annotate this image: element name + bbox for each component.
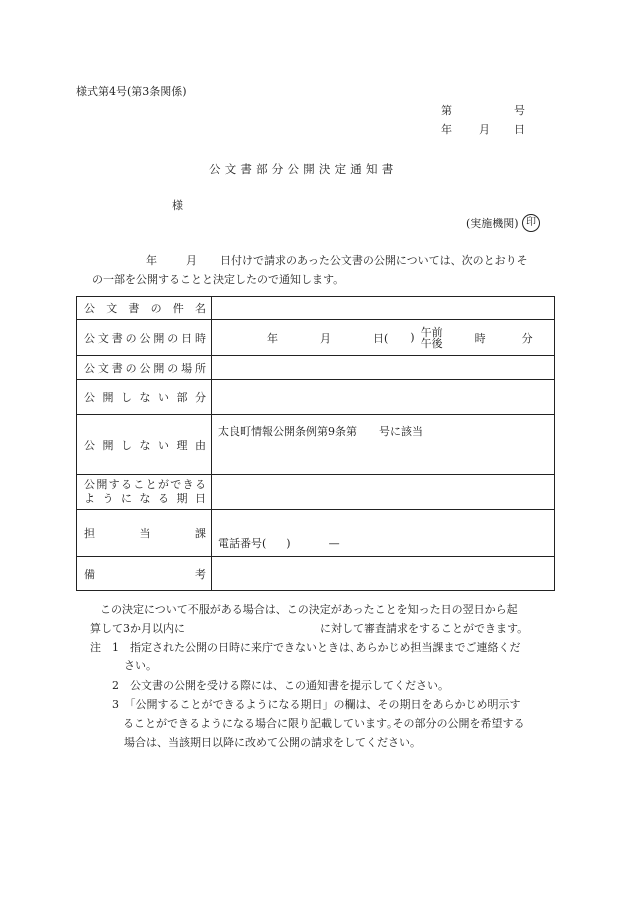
table-row <box>77 415 555 475</box>
tel-label: 電話番号( <box>218 537 267 550</box>
value-open-place <box>212 356 555 380</box>
addressee-suffix: 様 <box>172 199 183 212</box>
note-3-cont2: 場合は、当該期日以降に改めて公開の請求をしてください。 <box>124 736 421 749</box>
date-month-label: 月 <box>479 123 490 136</box>
value-openable-date <box>212 475 555 510</box>
label-not-open-part <box>77 380 212 415</box>
label-not-open-part-text: 公 開 し な い 部 分 <box>84 391 206 404</box>
date-year-label: 年 <box>441 123 452 136</box>
note-3: 3 「公開することができるようになる期日」の欄は、その期日をあらかじめ明示す <box>112 698 521 711</box>
label-openable-date <box>77 475 212 510</box>
note-3-cont1: ることができるようになる場合に限り記載しています｡その部分の公開を希望する <box>112 717 525 730</box>
label-open-datetime-text: 公 文 書 の 公 開 の 日 時 <box>84 331 206 345</box>
tel-number <box>218 535 340 551</box>
label-remarks-text: 備 考 <box>84 567 206 581</box>
table-row <box>77 475 555 510</box>
seal-mark: 印 <box>522 214 540 232</box>
appeal-line1: この決定について不服がある場合は、この決定があったことを知った日の翌日から起 <box>100 603 518 616</box>
not-open-reason-text: 太良町情報公開条例第9条第 号に該当 <box>218 425 423 438</box>
note-label: 注 <box>90 641 101 654</box>
table-row <box>77 356 555 380</box>
label-open-place <box>77 356 212 380</box>
dt-year: 年 <box>267 331 278 345</box>
dt-ampm <box>421 327 443 349</box>
dt-month: 月 <box>320 331 331 345</box>
value-doc-name <box>212 297 555 320</box>
number-prefix: 第 <box>441 104 452 117</box>
appeal-line2-end: に対して審査請求をすることができます。 <box>320 622 529 635</box>
label-openable-date-line2: よ う に な る 期 日 <box>84 492 206 505</box>
tel-close: ) <box>286 537 291 550</box>
tel-dash: — <box>328 537 340 550</box>
label-remarks <box>77 557 212 591</box>
document-title: 公文書部分公開決定通知書 <box>209 162 398 176</box>
table-row <box>77 510 555 557</box>
label-open-place-text: 公 文 書 の 公 開 の 場 所 <box>84 361 206 375</box>
note-2: 2 公文書の公開を受ける際には、この通知書を提示してください。 <box>112 679 449 692</box>
table-row <box>77 557 555 591</box>
label-doc-name-text: 公 文 書 の 件 名 <box>84 302 206 315</box>
date-day-label: 日 <box>514 123 525 136</box>
value-open-datetime <box>212 320 555 356</box>
note-1: 1 指定された公開の日時に来庁できないときは､あらかじめ担当課までご連絡くだ <box>112 641 521 654</box>
agency-label: (実施機関) <box>466 217 519 230</box>
number-suffix: 号 <box>514 104 525 117</box>
table-row <box>77 297 555 320</box>
form-number: 様式第4号(第3条関係) <box>76 85 187 98</box>
table-row <box>77 320 555 356</box>
dt-day: 日( <box>373 331 389 345</box>
value-department <box>212 510 555 557</box>
intro-year: 年 <box>146 254 157 267</box>
intro-text-line1: 日付けで請求のあった公文書の公開については、次のとおりそ <box>220 254 528 267</box>
dt-hour: 時 <box>474 331 486 345</box>
label-open-datetime <box>77 320 212 356</box>
label-not-open-reason <box>77 415 212 475</box>
label-department-text: 担 当 課 <box>84 527 206 540</box>
value-not-open-part <box>212 380 555 415</box>
value-remarks <box>212 557 555 591</box>
label-doc-name <box>77 297 212 320</box>
label-department <box>77 510 212 557</box>
table-row <box>77 380 555 415</box>
notification-table <box>76 296 555 591</box>
intro-month: 月 <box>186 254 197 267</box>
dt-pm: 午後 <box>420 336 443 350</box>
dt-am: 午前 <box>420 325 443 339</box>
label-not-open-reason-text: 公 開 し な い 理 由 <box>84 438 206 452</box>
label-openable-date-line1: 公 開 す る こ と が で き る <box>84 478 206 492</box>
intro-text-line2: の一部を公開することと決定したので通知します。 <box>92 273 345 286</box>
dt-close-paren: ) <box>410 331 415 344</box>
appeal-line2-start: 算して3か月以内に <box>90 622 185 635</box>
dt-minute: 分 <box>521 331 533 345</box>
value-not-open-reason <box>212 415 555 475</box>
note-1-cont: さい。 <box>124 659 157 672</box>
